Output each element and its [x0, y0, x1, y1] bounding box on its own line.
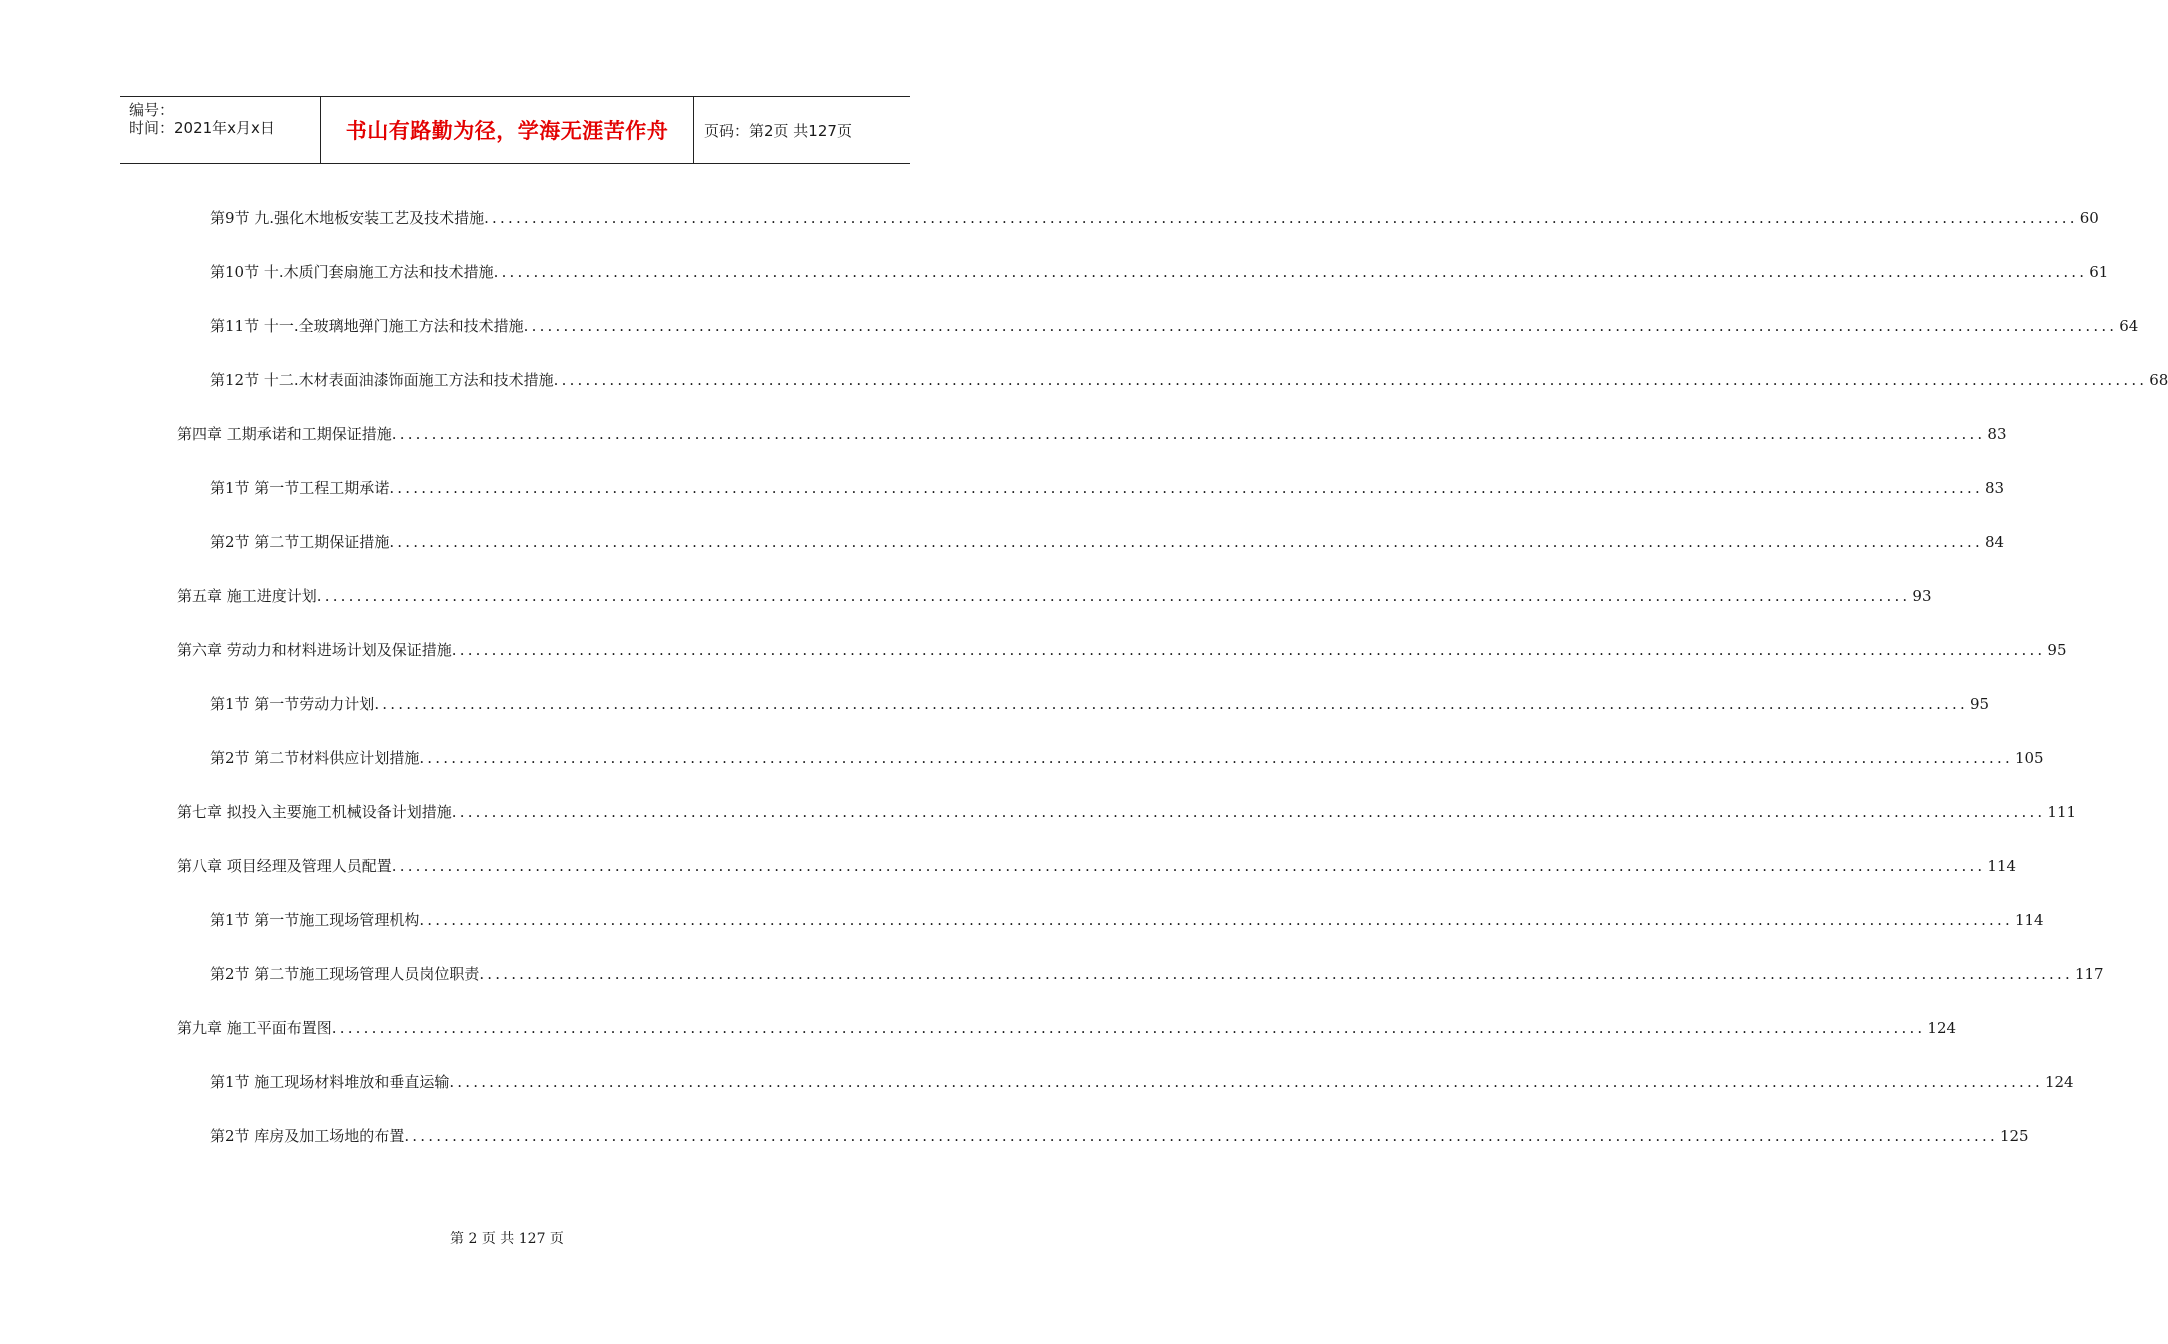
toc-entry-page-number: 124: [1927, 1019, 1957, 1037]
toc-section-entry[interactable]: [210, 1070, 2074, 1094]
date-label: 时间：2021年x月x日: [129, 119, 275, 137]
toc-entry-page-number: 125: [1999, 1127, 2029, 1145]
toc-section-entry[interactable]: [210, 530, 2005, 554]
toc-dot-leader: ........................................................................................................................................................................................................: [451, 641, 2046, 659]
toc-dot-leader: ........................................................................................................................................................................................................: [553, 371, 2148, 389]
toc-entry-title: 第八章 项目经理及管理人员配置: [177, 857, 392, 875]
toc-entry-title: 第五章 施工进度计划: [177, 587, 317, 605]
toc-entry-title: 第2节 第二节材料供应计划措施: [210, 749, 420, 767]
toc-chapter-entry[interactable]: [177, 422, 2007, 446]
toc-chapter-entry[interactable]: [177, 854, 2017, 878]
toc-entry-title: 第六章 劳动力和材料进场计划及保证措施: [177, 641, 452, 659]
toc-entry-title: 第2节 库房及加工场地的布置: [210, 1127, 405, 1145]
toc-dot-leader: ........................................................................................................................................................................................................: [374, 695, 1968, 713]
page-footer: 第 2 页 共 127 页: [450, 1231, 564, 1247]
toc-dot-leader: ........................................................................................................................................................................................................: [331, 1019, 1926, 1037]
toc-dot-leader: ........................................................................................................................................................................................................: [484, 209, 2078, 227]
toc-entry-title: 第1节 第一节施工现场管理机构: [210, 911, 420, 929]
toc-entry-page-number: 124: [2044, 1073, 2074, 1091]
toc-entry-title: 第2节 第二节工期保证措施: [210, 533, 390, 551]
header-page-info: 页码：第2页 共127页: [704, 121, 852, 140]
toc-dot-leader: ........................................................................................................................................................................................................: [479, 965, 2073, 983]
toc-section-entry[interactable]: [210, 908, 2044, 932]
toc-section-entry[interactable]: [210, 476, 2005, 500]
toc-entry-page-number: 114: [1987, 857, 2017, 875]
toc-entry-title: 第七章 拟投入主要施工机械设备计划措施: [177, 803, 452, 821]
page-header: [120, 96, 910, 164]
toc-entry-title: 第12节 十二.木材表面油漆饰面施工方法和技术措施: [210, 371, 554, 389]
toc-section-entry[interactable]: [210, 260, 2109, 284]
toc-section-entry[interactable]: [210, 314, 2139, 338]
toc-dot-leader: ........................................................................................................................................................................................................: [451, 803, 2046, 821]
toc-entry-page-number: 93: [1912, 587, 1932, 605]
toc-entry-page-number: 95: [1969, 695, 1990, 713]
toc-chapter-entry[interactable]: [177, 800, 2077, 824]
toc-entry-page-number: 60: [2079, 209, 2099, 227]
toc-entry-page-number: 83: [1984, 479, 2005, 497]
toc-dot-leader: ........................................................................................................................................................................................................: [316, 587, 1911, 605]
toc-dot-leader: ........................................................................................................................................................................................................: [389, 479, 1983, 497]
toc-section-entry[interactable]: [210, 962, 2104, 986]
toc-entry-page-number: 84: [1984, 533, 2005, 551]
toc-entry-title: 第1节 第一节工程工期承诺: [210, 479, 390, 497]
toc-entry-title: 第11节 十一.全玻璃地弹门施工方法和技术措施: [210, 317, 524, 335]
toc-dot-leader: ........................................................................................................................................................................................................: [449, 1073, 2043, 1091]
toc-entry-page-number: 114: [2014, 911, 2044, 929]
toc-entry-page-number: 111: [2047, 803, 2077, 821]
toc-entry-page-number: 95: [2047, 641, 2067, 659]
toc-entry-page-number: 68: [2149, 371, 2168, 389]
toc-section-entry[interactable]: [210, 206, 2099, 230]
header-meta: [120, 97, 321, 163]
toc-section-entry[interactable]: [210, 368, 2168, 392]
toc-chapter-entry[interactable]: [177, 584, 1932, 608]
toc-dot-leader: ........................................................................................................................................................................................................: [404, 1127, 1998, 1145]
toc-entry-title: 第10节 十.木质门套扇施工方法和技术措施: [210, 263, 494, 281]
toc-entry-page-number: 105: [2014, 749, 2044, 767]
toc-entry-title: 第9节 九.强化木地板安装工艺及技术措施: [210, 209, 485, 227]
serial-number-label: 编号：: [129, 101, 175, 119]
toc-section-entry[interactable]: [210, 692, 1990, 716]
header-motto: 书山有路勤为径，学海无涯苦作舟: [321, 97, 694, 163]
toc-entry-page-number: 83: [1987, 425, 2007, 443]
toc-entry-page-number: 117: [2074, 965, 2104, 983]
toc-entry-title: 第四章 工期承诺和工期保证措施: [177, 425, 392, 443]
toc-dot-leader: ........................................................................................................................................................................................................: [493, 263, 2088, 281]
toc-entry-title: 第1节 施工现场材料堆放和垂直运输: [210, 1073, 450, 1091]
toc-dot-leader: ........................................................................................................................................................................................................: [523, 317, 2118, 335]
toc-dot-leader: ........................................................................................................................................................................................................: [391, 425, 1986, 443]
toc-entry-page-number: 61: [2089, 263, 2109, 281]
toc-entry-page-number: 64: [2119, 317, 2139, 335]
toc-chapter-entry[interactable]: [177, 1016, 1957, 1040]
toc-chapter-entry[interactable]: [177, 638, 2067, 662]
toc-dot-leader: ........................................................................................................................................................................................................: [419, 911, 2013, 929]
toc-dot-leader: ........................................................................................................................................................................................................: [391, 857, 1986, 875]
toc-entry-title: 第1节 第一节劳动力计划: [210, 695, 375, 713]
toc-section-entry[interactable]: [210, 746, 2044, 770]
toc-dot-leader: ........................................................................................................................................................................................................: [389, 533, 1983, 551]
toc-entry-title: 第2节 第二节施工现场管理人员岗位职责: [210, 965, 480, 983]
toc-dot-leader: ........................................................................................................................................................................................................: [419, 749, 2013, 767]
toc-section-entry[interactable]: [210, 1124, 2029, 1148]
toc-entry-title: 第九章 施工平面布置图: [177, 1019, 332, 1037]
